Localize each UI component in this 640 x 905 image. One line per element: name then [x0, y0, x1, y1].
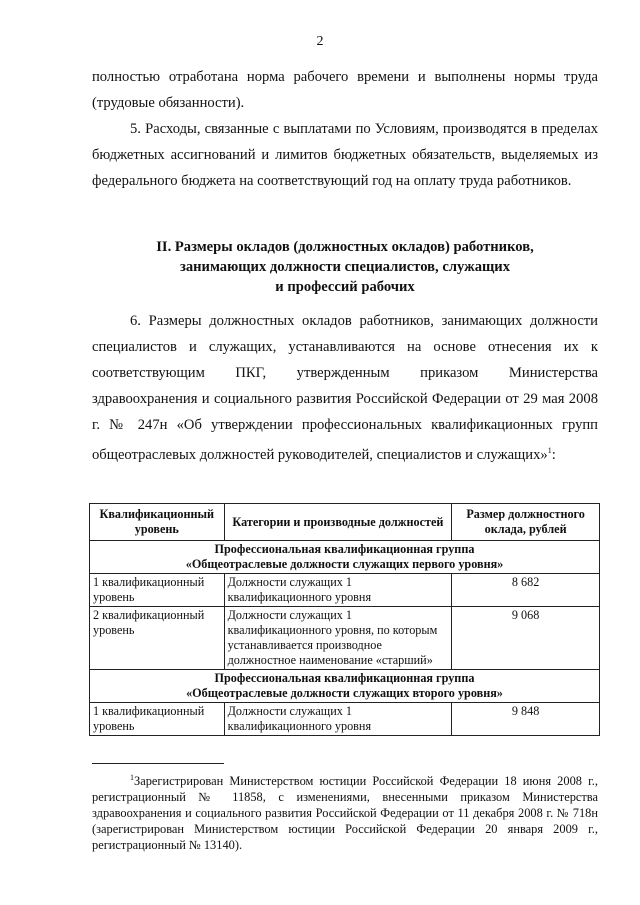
cell-salary: 9 068 [452, 607, 600, 670]
cell-level: 1 квалификационный уровень [90, 574, 225, 607]
header-level: Квалификационный уровень [90, 504, 225, 541]
cell-salary: 8 682 [452, 574, 600, 607]
paragraph-continuation: полностью отработана норма рабочего времени и выполнены нормы труда (трудовые обязанности). [92, 69, 598, 111]
group-title-1 [90, 541, 600, 574]
paragraph-6-end: : [551, 446, 556, 463]
cell-category: Должности служащих 1 квалификационного уровня, по которым устанавливается производное должностное наименование «старший» [224, 607, 452, 670]
group-2-line-1: Профессиональная квалификационная группа [214, 671, 475, 685]
page-number: 2 [316, 34, 324, 49]
section-heading-line-3: и профессий рабочих [275, 279, 415, 295]
section-heading-line-1: II. Размеры окладов (должностных окладов) работников, [156, 239, 534, 255]
group-1-line-1: Профессиональная квалификационная группа [214, 542, 475, 556]
footnote-ref: 1 [547, 446, 552, 455]
table-row [90, 607, 600, 670]
footnote-divider [92, 763, 224, 764]
table-row [90, 703, 600, 736]
group-row-2 [90, 670, 600, 703]
cell-category: Должности служащих 1 квалификационного уровня [224, 703, 452, 736]
cell-salary: 9 848 [452, 703, 600, 736]
salary-table [89, 503, 600, 736]
paragraph-6 [92, 308, 598, 468]
group-row-1 [90, 541, 600, 574]
cell-category: Должности служащих 1 квалификационного уровня [224, 574, 452, 607]
group-2-line-2: «Общеотраслевые должности служащих второго уровня» [186, 686, 503, 700]
footnote-marker: 1 [130, 773, 134, 782]
paragraph-6-text: 6. Размеры должностных окладов работников, занимающих должности специалистов и служащих, устанавливаются на основе отнесения их к соответствующим ПКГ, утвержденным приказом Министерства здравоохранения и социального развития Российской Федерации от 29 мая 2008 г. № 247н «Об утверждении профессиональных квалификационных групп общеотраслевых должностей руководителей, специалистов и служащих» [92, 313, 598, 463]
paragraph-5: 5. Расходы, связанные с выплатами по Условиям, производятся в пределах бюджетных ассигнований и лимитов бюджетных обязательств, выделяемых из федерального бюджета на соответствующий год на оплату труда работников. [92, 121, 598, 189]
footnote-text: Зарегистрирован Министерством юстиции Российской Федерации 18 июня 2008 г., регистрационный № 11858, с изменениями, внесенными приказом Министерства здравоохранения и социального развития Российской Федерации от 11 декабря 2008 г. № 718н (зарегистрирован Министерством юстиции Российской Федерации 20 января 2009 г., регистрационный № 13140). [92, 774, 598, 853]
cell-level: 1 квалификационный уровень [90, 703, 225, 736]
group-1-line-2: «Общеотраслевые должности служащих первого уровня» [185, 557, 504, 571]
footnote [92, 770, 598, 853]
cell-level: 2 квалификационный уровень [90, 607, 225, 670]
table-row [90, 574, 600, 607]
section-heading [92, 237, 598, 297]
group-title-2 [90, 670, 600, 703]
section-heading-line-2: занимающих должности специалистов, служащих [179, 259, 511, 275]
table-header-row [90, 504, 600, 541]
header-category: Категории и производные должностей [224, 504, 452, 541]
header-salary: Размер должностного оклада, рублей [452, 504, 600, 541]
